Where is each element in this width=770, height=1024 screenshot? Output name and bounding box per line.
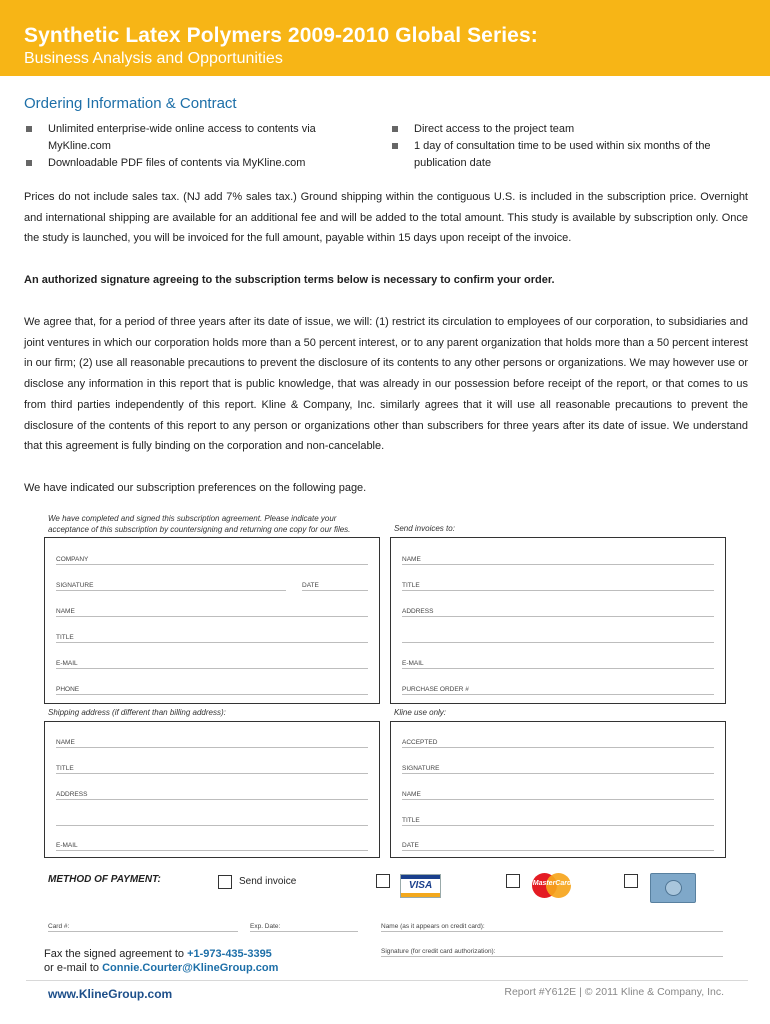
feature-list-right xyxy=(392,121,752,172)
form-intro-note: We have completed and signed this subscription agreement. Please indicate your acceptance of this subscription by countersigning and returning one copy for our files. xyxy=(48,514,351,534)
list-item xyxy=(26,121,356,155)
invoice-address-line2-field[interactable] xyxy=(402,633,714,643)
prices-paragraph: Prices do not include sales tax. (NJ add 7% sales tax.) Ground shipping within the contiguous U.S. is included in the subscription price. Overnight and international shipping are available for an additional fee and will be added to the total amount. This study is available by subscription only. Once the study is launched, you will be invoiced for the full amount, payable within 15 days upon receipt of the invoice. xyxy=(24,191,748,245)
list-item-text: Direct access to the project team xyxy=(414,123,575,135)
visa-checkbox[interactable] xyxy=(376,874,390,888)
shipping-title-field[interactable]: TITLE xyxy=(56,764,368,774)
report-subtitle: Business Analysis and Opportunities xyxy=(24,50,283,67)
report-title: Synthetic Latex Polymers 2009-2010 Global Series: xyxy=(24,24,538,47)
section-title: Ordering Information & Contract xyxy=(24,95,237,112)
kline-accepted-field[interactable]: ACCEPTED xyxy=(402,738,714,748)
shipping-name-field[interactable]: NAME xyxy=(56,738,368,748)
mastercard-checkbox[interactable] xyxy=(506,874,520,888)
agreement-paragraph: We agree that, for a period of three years after its date of issue, we will: (1) restrict its circulation to employees of our corporation, to subsidiaries and joint ventures in which our corporation holds more than a 50 percent interest, or to any parent organization that holds more than a 50 percent interest in our firm; (2) use all reasonable precautions to prevent the disclosure of its contents to any other persons or organizations. We may however use or disclose any information in this report that is public knowledge, that was already in our possession before receipt of the report, or that comes to us from third parties independently of this report. Kline & Company, Inc. similarly agrees that it will use all reasonable precautions to prevent the disclosure of the contents of this report to any person or organizations other than subscribers for three years after its date of issue. We understand that this agreement is fully binding on the corporation and non-cancelable. xyxy=(24,316,748,453)
date-field[interactable]: DATE xyxy=(302,581,368,591)
shipping-email-field[interactable]: E-MAIL xyxy=(56,841,368,851)
shipping-address-line2-field[interactable] xyxy=(56,816,368,826)
phone-field[interactable]: PHONE xyxy=(56,685,368,695)
invoice-title-field[interactable]: TITLE xyxy=(402,581,714,591)
kline-name-field[interactable]: NAME xyxy=(402,790,714,800)
shipping-address-field[interactable]: ADDRESS xyxy=(56,790,368,800)
list-item-text: Downloadable PDF files of contents via MyKline.com xyxy=(48,157,306,169)
square-bullet-icon xyxy=(392,143,398,149)
signature-field[interactable]: SIGNATURE xyxy=(56,581,286,591)
report-id: Report #Y612E | © 2011 Kline & Company, Inc. xyxy=(504,986,724,998)
list-item xyxy=(392,138,752,172)
send-invoice-label: Send invoice xyxy=(239,876,297,887)
signature-notice: An authorized signature agreeing to the subscription terms below is necessary to confirm your order. xyxy=(24,274,555,286)
amex-checkbox[interactable] xyxy=(624,874,638,888)
amex-card-icon xyxy=(650,873,696,903)
list-item xyxy=(26,155,356,172)
preferences-paragraph: We have indicated our subscription preferences on the following page. xyxy=(24,482,367,494)
website-link[interactable]: www.KlineGroup.com xyxy=(48,987,173,1001)
purchase-order-field[interactable]: PURCHASE ORDER # xyxy=(402,685,714,695)
exp-date-field[interactable]: Exp. Date: xyxy=(250,922,358,932)
card-number-field[interactable]: Card #: xyxy=(48,922,238,932)
list-item xyxy=(392,121,752,138)
square-bullet-icon xyxy=(392,126,398,132)
payment-method-label: METHOD OF PAYMENT: xyxy=(48,874,161,885)
kline-use-label: Kline use only: xyxy=(394,708,447,717)
footer-divider xyxy=(26,980,748,981)
square-bullet-icon xyxy=(26,160,32,166)
send-invoices-label: Send invoices to: xyxy=(394,524,455,533)
mastercard-icon: MasterCard xyxy=(530,872,572,899)
header-banner xyxy=(0,0,770,76)
feature-list-left xyxy=(26,121,356,172)
card-name-field[interactable]: Name (as it appears on credit card): xyxy=(381,922,723,932)
list-item-text: Unlimited enterprise-wide online access to contents via MyKline.com xyxy=(48,123,316,152)
company-field[interactable]: COMPANY xyxy=(56,555,368,565)
name-field[interactable]: NAME xyxy=(56,607,368,617)
invoice-email-field[interactable]: E-MAIL xyxy=(402,659,714,669)
send-invoice-checkbox[interactable] xyxy=(218,875,232,889)
title-field[interactable]: TITLE xyxy=(56,633,368,643)
shipping-label: Shipping address (if different than billing address): xyxy=(48,708,226,717)
list-item-text: 1 day of consultation time to be used within six months of the publication date xyxy=(414,140,711,169)
card-signature-field[interactable]: Signature (for credit card authorization): xyxy=(381,947,723,957)
contact-info: Fax the signed agreement to +1-973-435-3395 or e-mail to Connie.Courter@KlineGroup.com xyxy=(44,948,279,974)
fax-number: +1-973-435-3395 xyxy=(187,948,272,960)
email-link[interactable]: Connie.Courter@KlineGroup.com xyxy=(102,962,279,974)
visa-card-icon: VISA xyxy=(400,874,441,898)
invoice-address-field[interactable]: ADDRESS xyxy=(402,607,714,617)
kline-signature-field[interactable]: SIGNATURE xyxy=(402,764,714,774)
square-bullet-icon xyxy=(26,126,32,132)
kline-date-field[interactable]: DATE xyxy=(402,841,714,851)
email-field[interactable]: E-MAIL xyxy=(56,659,368,669)
kline-title-field[interactable]: TITLE xyxy=(402,816,714,826)
invoice-name-field[interactable]: NAME xyxy=(402,555,714,565)
